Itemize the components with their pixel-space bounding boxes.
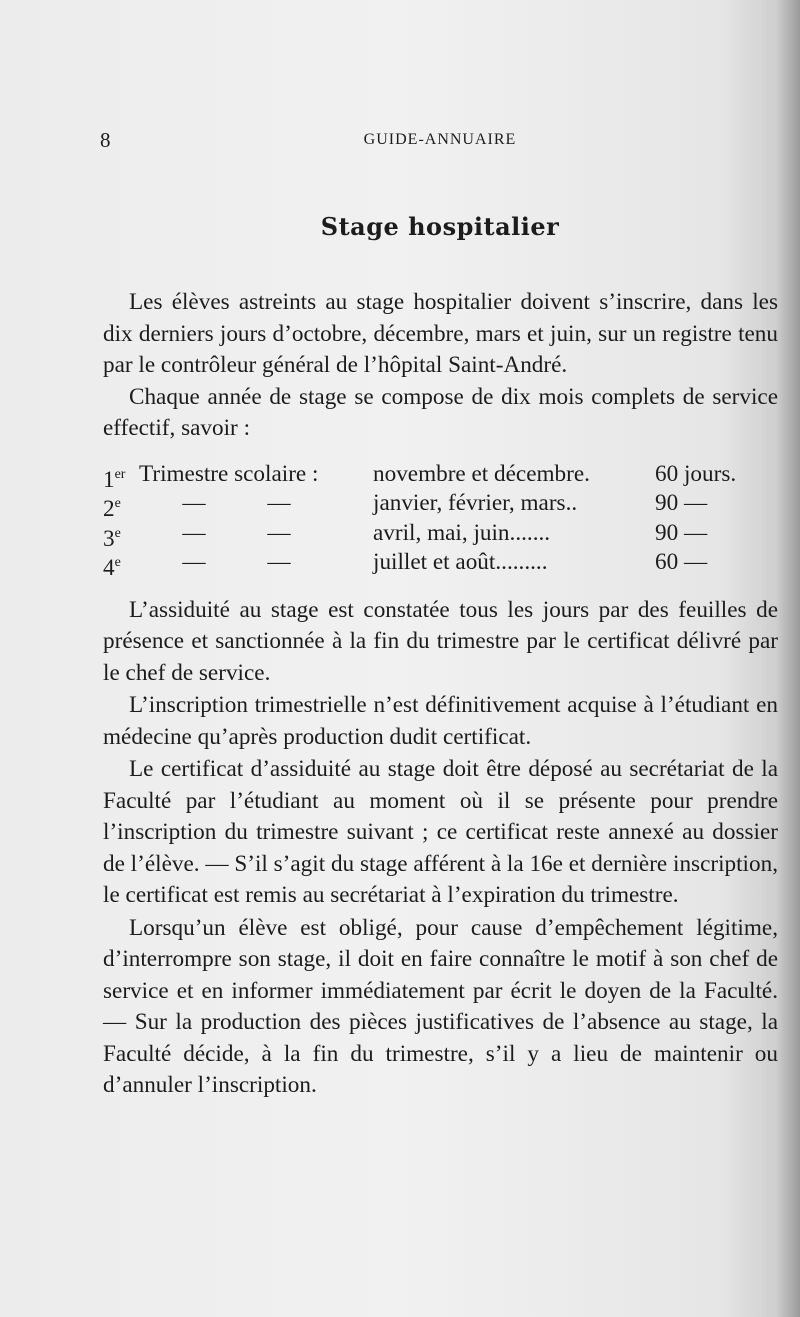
paragraph-certificate: Le certificat d’assiduité au stage doit être déposé au secrétariat de la Faculté par l’étudiant au moment où il se présente pour prendre l’inscription du trimestre suivant ; ce certificat reste annexé au dossier de l’élève. — S’il s’agit du stage afférent à la 16e et dernière inscription, le certificat est remis au secrétariat à l’expiration du trimestre. — [103, 756, 778, 908]
ditto-dash: — — [267, 519, 291, 546]
schedule-row — [103, 489, 778, 522]
ditto-dash: — — [182, 549, 206, 575]
schedule-row — [103, 519, 778, 552]
running-head: GUIDE-ANNUAIRE — [363, 131, 517, 148]
paragraph-year-composition: Chaque année de stage se compose de dix mois complets de service effectif, savoir : — [103, 383, 778, 441]
paragraph-inscription: L’inscription trimestrielle n’est définitivement acquise à l’étudiant en médecine qu’après production dudit certificat. — [103, 692, 778, 750]
ditto-dash: — — [182, 490, 206, 516]
ditto-dash: — — [267, 549, 291, 575]
paragraph-registration: Les élèves astreints au stage hospitalier doivent s’inscrire, dans les dix derniers jours d’octobre, décembre, mars et juin, sur un registre tenu par le contrôleur général de l’hôpital Saint-André. — [103, 289, 778, 378]
ordinal-suffix: e — [114, 525, 121, 541]
paragraph-interruption: Lorsqu’un élève est obligé, pour cause d’empêchement légitime, d’interrompre son stage, il doit en faire connaître le motif à son chef de service et en informer immédiatement par écrit le doyen de la Faculté. — Sur la production des pièces justificatives de l’absence au stage, la Faculté décide, à la fin du trimestre, s’il y a lieu de maintenir ou d’annuler l’inscription. — [103, 914, 778, 1098]
paragraph-attendance: L’assiduité au stage est constatée tous les jours par des feuilles de présence et sanctionnée à la fin du trimestre par le certificat délivré par le chef de service. — [103, 596, 778, 686]
schedule-row — [103, 460, 778, 493]
trimester-number: 2 — [103, 496, 115, 522]
trimester-months: juillet et août......... — [373, 549, 548, 575]
page-header — [100, 128, 780, 154]
trimester-label: Trimestre scolaire : — [139, 460, 319, 487]
page-number: 8 — [100, 128, 111, 152]
ordinal-suffix: e — [114, 555, 121, 570]
section-title: Stage hospitalier — [320, 212, 560, 241]
page-body — [103, 287, 778, 1102]
trimester-months: avril, mai, juin....... — [373, 519, 551, 546]
trimester-days: 60 jours. — [655, 460, 737, 487]
schedule-row — [103, 548, 778, 581]
trimester-days: 60 — — [655, 549, 708, 575]
trimester-months: novembre et décembre. — [373, 460, 590, 487]
trimester-schedule — [103, 460, 778, 581]
trimester-number: 3 — [103, 525, 115, 552]
ordinal-suffix: er — [114, 466, 126, 482]
ditto-dash: — — [267, 490, 291, 516]
trimester-number: 4 — [103, 555, 115, 581]
trimester-months: janvier, février, mars.. — [373, 490, 578, 516]
trimester-number: 1 — [103, 466, 115, 493]
ordinal-suffix: e — [114, 496, 121, 511]
trimester-days: 90 — — [655, 490, 708, 516]
ditto-dash: — — [182, 519, 206, 546]
trimester-days: 90 — — [655, 519, 708, 546]
